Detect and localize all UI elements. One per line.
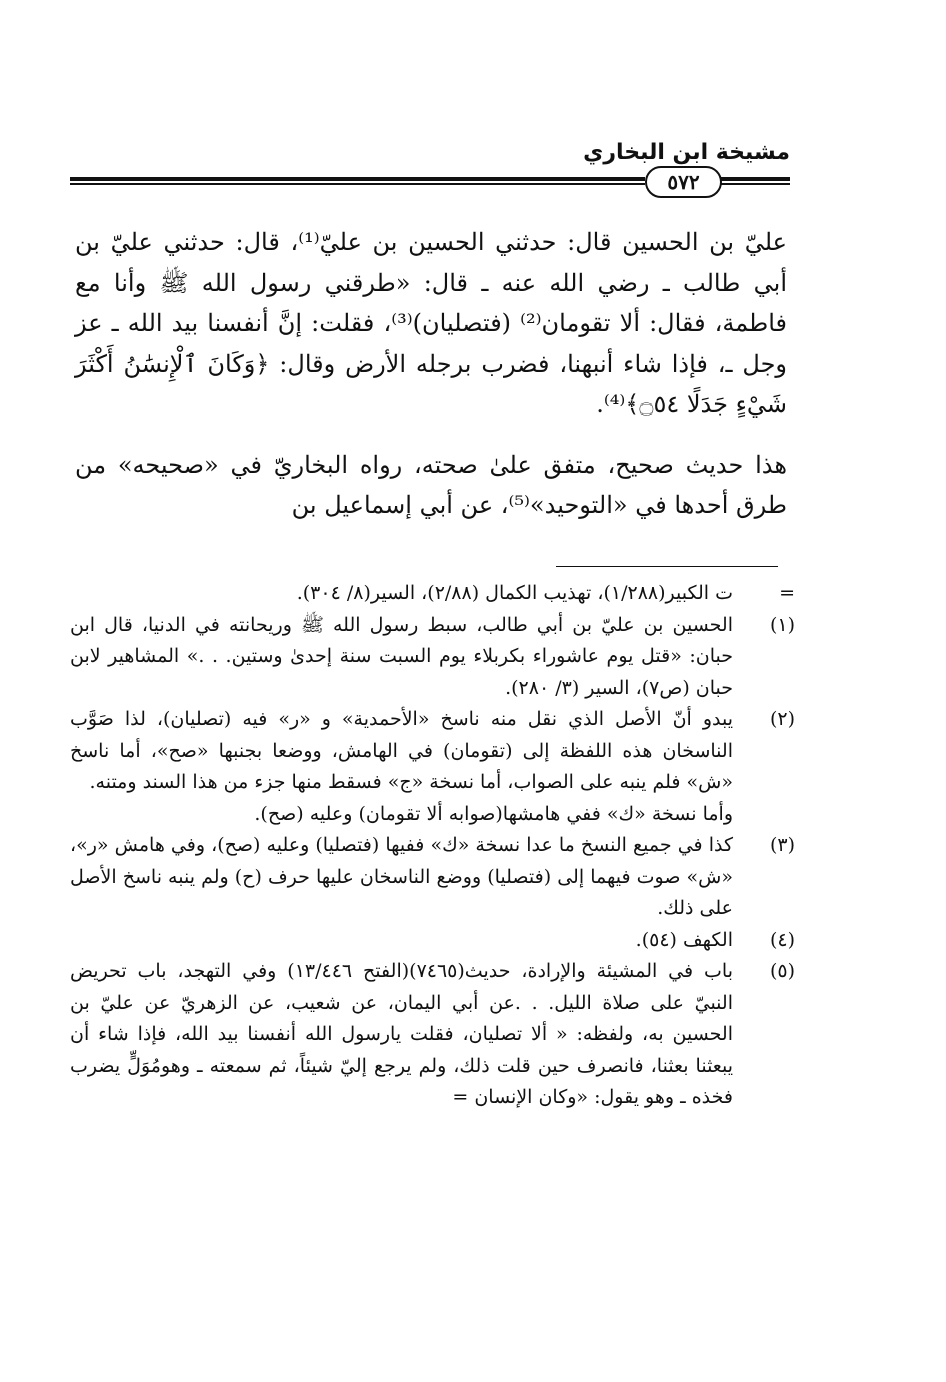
footnote-1 [70, 610, 795, 705]
footnote-number: (٥) [769, 960, 795, 982]
footnote-text: باب في المشيئة والإرادة، حديث(٧٤٦٥)(الفتح ١٣/٤٤٦) وفي التهجد، باب تحريض النبيّ على صلاة الليل. . .عن أبي اليمان، عن شعيب، عن الزهريّ عن عليّ بن الحسين به، ولفظه: « ألا تصليان، فقلت يارسول الله أنفسنا بيد الله، فإذا شاء أن يبعثنا بعثنا، فانصرف حين قلت ذلك، ولم يرجع إليّ شيئاً، ثم سمعته ـ وهومُوَلٍّ يضرب فخذه ـ وهو يقول: «وكان الإنسان = [70, 960, 733, 1108]
footnote-text: الكهف (٥٤). [635, 928, 733, 951]
footnote-2 [70, 704, 795, 830]
footnote-5 [70, 956, 795, 1114]
header-rule-thick [70, 177, 645, 181]
footnote-number: (١) [769, 613, 795, 636]
running-title: مشيخة ابن البخاري [583, 140, 790, 165]
footnote-number: = [779, 582, 795, 604]
footnote-continued [70, 578, 795, 610]
footnote-text: كذا في جميع النسخ ما عدا نسخة «ك» ففيها (فتصليا) وعليه (صح)، وفي هامش «ر»، «ش» صوت فيهما إلى (فتصليا) ووضع الناسخان عليها حرف (ح) ولم ينبه ناسخ الأصل على ذلك. [70, 834, 733, 919]
footnote-3 [70, 830, 795, 925]
footnote-text-continued: وأما نسخة «ك» ففي هامشها(صوابه ألا تقومان) وعليه (صح). [254, 802, 733, 825]
footnote-number: (٢) [769, 708, 795, 730]
paragraph-hadith: عليّ بن الحسين قال: حدثني الحسين بن عليّ⁽¹⁾، قال: حدثني عليّ بن أبي طالب ـ رضي الله عنه ـ قال: «طرقني رسول الله ﷺ وأنا مع فاطمة، فقال: ألا تقومان⁽²⁾ (فتصليان)⁽³⁾، فقلت: إنَّ أنفسنا بيد الله ـ عز وجل ـ، فإذا شاء أنبهنا، فضرب برجله الأرض وقال: ﴿وَكَانَ ٱلْإِنسَٰنُ أَكْثَرَ شَيْءٍ جَدَلًا ۝٥٤﴾⁽⁴⁾. [75, 228, 788, 418]
paragraph-commentary: هذا حديث صحيح، متفق علىٰ صحته، رواه البخاريّ في «صحيحه» من طرق أحدها في «التوحيد»⁽⁵⁾، عن أبي إسماعيل بن [75, 450, 787, 519]
header-rule-thin [70, 183, 645, 185]
footnote-text: ت الكبير(١/٢٨٨)، تهذيب الكمال (٢/٨٨)، السير(٨/ ٣٠٤). [296, 582, 733, 604]
footnote-4 [70, 925, 795, 957]
footnote-text: الحسين بن عليّ بن أبي طالب، سبط رسول الله ﷺ وريحانته في الدنيا، قال ابن حبان: «قتل يوم عاشوراء بكربلاء يوم السبت سنة إحدىٰ وستين. . .» المشاهير لابن حبان (ص٧)، السير (٣/ ٢٨٠). [70, 613, 733, 699]
footnotes [70, 578, 795, 1114]
page-number: ٥٧٢ [645, 166, 722, 198]
footnote-number: (٣) [769, 834, 795, 856]
header-rule-left-thin [718, 183, 790, 185]
footnote-separator [556, 566, 778, 567]
header-rule-left-thick [718, 177, 790, 181]
footnote-number: (٤) [769, 928, 795, 951]
footnote-text: يبدو أنّ الأصل الذي نقل منه ناسخ «الأحمدية» و «ر» فيه (تصليان)، لذا صَوَّب الناسخان هذه اللفظة إلى (تقومان) في الهامش، ووضعا بجنبها «صح»، أما ناسخ «ش» فلم ينبه على الصواب، أما نسخة «ج» فسقط منها جزء من هذا السند ومتنه. [70, 708, 733, 793]
main-text [75, 222, 787, 526]
